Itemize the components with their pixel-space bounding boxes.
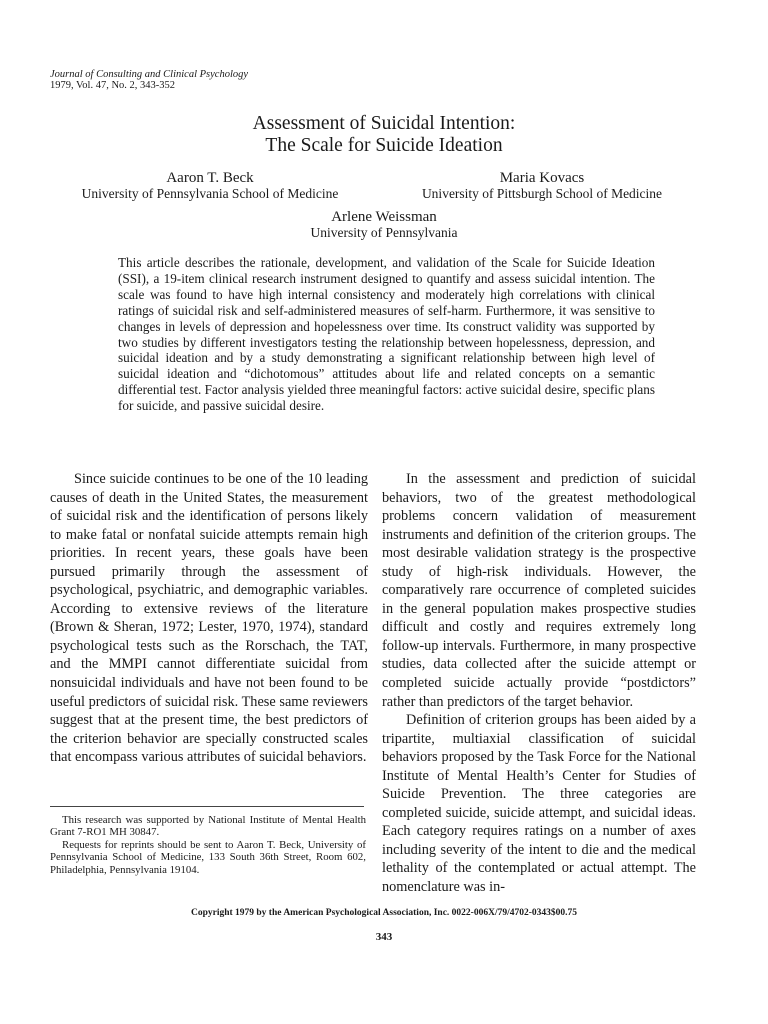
- body-paragraph: In the assessment and prediction of suicidal behaviors, two of the greatest methodological problems concern validation of measurement instruments and definition of the criterion groups. The most desirable validation strategy is the prospective study of high-risk individuals. However, the comparatively rare occurrence of completed suicides in the general population makes prospective studies difficult and costly and requires extremely long follow-up intervals. Furthermore, in many prospective studies, data collected after the suicide attempt or completed suicide actually provide “postdictors” rather than predictors of the target behavior.: [382, 471, 696, 710]
- author-weissman: [0, 209, 768, 241]
- article-title: [0, 113, 768, 157]
- author-name: Maria Kovacs: [499, 170, 585, 186]
- footnote-support: This research was supported by National Institute of Mental Health Grant 7-RO1 MH 30847.: [50, 814, 366, 839]
- author-affiliation: University of Pittsburgh School of Medicine: [421, 186, 663, 201]
- journal-volume: 1979, Vol. 47, No. 2, 343-352: [50, 80, 176, 91]
- journal-citation: [50, 69, 248, 91]
- body-column-left: [50, 470, 368, 767]
- title-line-2: The Scale for Suicide Ideation: [265, 135, 503, 156]
- author-name: Arlene Weissman: [331, 209, 437, 225]
- author-affiliation: University of Pennsylvania: [310, 225, 458, 240]
- footnote-divider: [50, 806, 364, 807]
- journal-name: Journal of Consulting and Clinical Psychology: [50, 69, 249, 80]
- author-beck: [50, 170, 370, 202]
- abstract: This article describes the rationale, development, and validation of the Scale for Suicide Ideation (SSI), a 19-item clinical research instrument designed to quantify and assess suicidal intention. The scale was found to have high internal consistency and moderately high correlations with clinical ratings of suicidal risk and self-administered measures of self-harm. Furthermore, it was sensitive to changes in levels of depression and hopelessness over time. Its construct validity was supported by two studies by different investigators testing the relationship between hopelessness, depression, and suicidal ideation and by a study demonstrating a significant relationship between high level of suicidal ideation and “dichotomous” attitudes about life and related concepts on a semantic differential test. Factor analysis yielded three meaningful factors: active suicidal desire, specific plans for suicide, and passive suicidal desire.: [118, 255, 655, 414]
- footnote-reprints: Requests for reprints should be sent to Aaron T. Beck, University of Pennsylvania School of Medicine, 133 South 36th Street, Room 602, Philadelphia, Pennsylvania 19104.: [50, 838, 366, 876]
- footnotes: [50, 814, 366, 876]
- page-number: 343: [375, 931, 393, 943]
- author-kovacs: [396, 170, 688, 202]
- copyright-notice: Copyright 1979 by the American Psychological Association, Inc. 0022-006X/79/4702-0343$00.75: [190, 908, 578, 918]
- body-paragraph: Since suicide continues to be one of the 10 leading causes of death in the United States, the measurement of suicidal risk and the identification of persons likely to make fatal or nonfatal suicide attempts remain high priorities. In recent years, these goals have been pursued primarily through the assessment of psychological, psychiatric, and demographic variables. According to extensive reviews of the literature (Brown & Sheran, 1972; Lester, 1970, 1974), standard psychological tests such as the Rorschach, the TAT, and the MMPI cannot differentiate suicidal from nonsuicidal individuals and have not been found to be useful predictors of suicidal risk. These same reviewers suggest that at the present time, the best predictors of the criterion behavior are specially constructed scales that encompass various attributes of suicidal behaviors.: [50, 471, 368, 766]
- author-name: Aaron T. Beck: [166, 170, 254, 186]
- body-column-right: [382, 470, 696, 897]
- title-line-1: Assessment of Suicidal Intention:: [252, 113, 516, 134]
- body-paragraph: Definition of criterion groups has been aided by a tripartite, multiaxial classification of suicidal behaviors proposed by the Task Force for the National Institute of Mental Health’s Center for Studies of Suicide Prevention. The three categories are completed suicide, suicide attempt, and suicidal ideas. Each category requires ratings on a number of axes including severity of the intent to die and the medical lethality of the contemplated or actual attempt. The nomenclature was in-: [382, 712, 696, 896]
- author-affiliation: University of Pennsylvania School of Medicine: [81, 186, 339, 201]
